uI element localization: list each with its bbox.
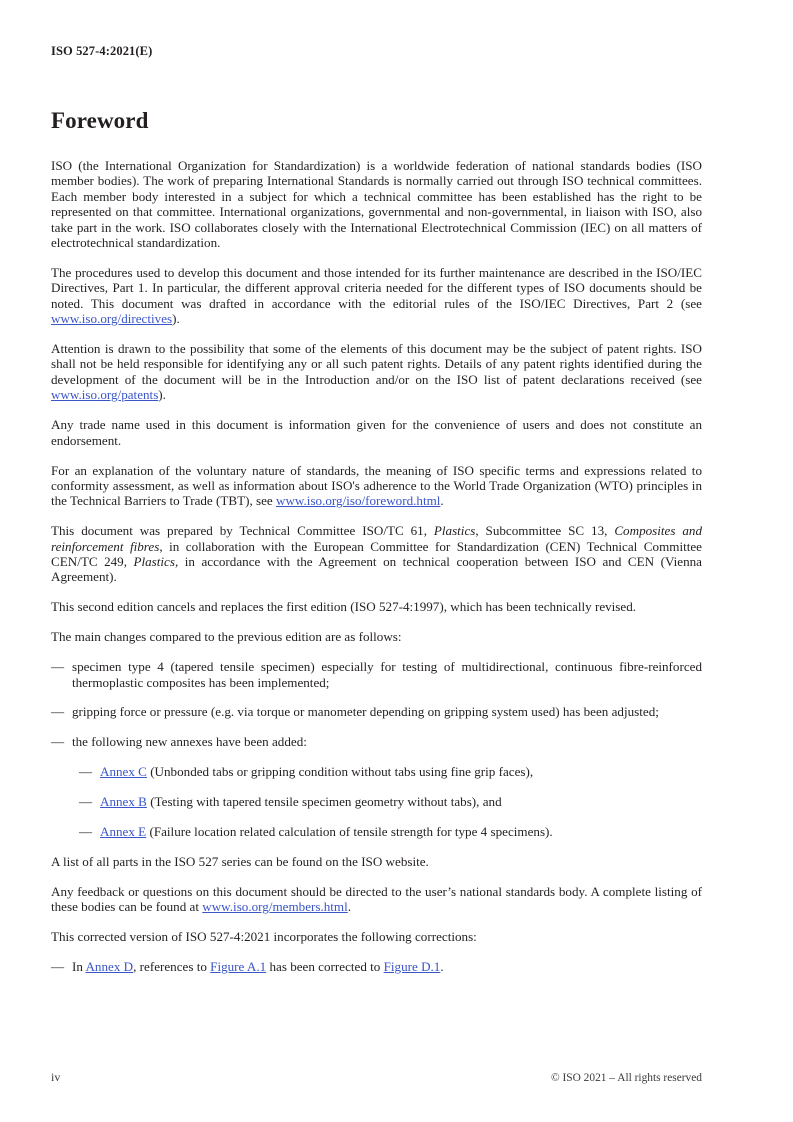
- page-content: [51, 44, 702, 975]
- paragraph-corrected-version: This corrected version of ISO 527-4:2021 incorporates the following corrections:: [51, 929, 477, 945]
- paragraph-procedures-text-a: The procedures used to develop this document and those intended for its further maintenance are described in the ISO/IEC Directives, Part 1. In particular, the different approval criteria needed for the different types of ISO documents should be noted. This document was drafted in accordance with the editorial rules of the ISO/IEC Directives, Part 2 (see: [51, 264, 702, 311]
- em-dash-icon: —: [51, 704, 65, 720]
- document-reference: ISO 527-4:2021(E): [51, 44, 153, 58]
- correction-mid-1: , references to: [133, 959, 211, 975]
- em-dash-icon: —: [79, 794, 93, 810]
- link-iso-foreword[interactable]: www.iso.org/iso/foreword.html: [276, 493, 441, 509]
- copyright-notice: © ISO 2021 – All rights reserved: [550, 1072, 702, 1084]
- paragraph-iso-intro: ISO (the International Organization for Standardization) is a worldwide federation of national standards bodies (ISO member bodies). The work of preparing International Standards is normally carried out through ISO technical committees. Each member body interested in a subject for which a technical committee has been established has the right to be represented on that committee. International organizations, governmental and non-governmental, in liaison with ISO, also take part in the work. ISO collaborates closely with the International Electrotechnical Commission (IEC) on all matters of electrotechnical standardization.: [51, 158, 702, 251]
- list-item-label: the following new annexes have been added:: [72, 734, 307, 750]
- tc-text-a: This document was prepared by Technical Committee ISO/TC 61,: [51, 523, 434, 539]
- tc-text-c: , in collaboration with the European Committee for Standardization (CEN) Technical Committee CEN/TC 249,: [51, 538, 702, 570]
- paragraph-main-changes-intro: The main changes compared to the previous edition are as follows:: [51, 629, 402, 645]
- correction-mid-2: has been corrected to: [266, 959, 384, 975]
- list-item-label: gripping force or pressure (e.g. via torque or manometer depending on gripping system used) has been adjusted;: [72, 704, 659, 720]
- em-dash-icon: —: [51, 959, 65, 975]
- link-iso-patents[interactable]: www.iso.org/patents: [51, 387, 159, 403]
- link-annex-c[interactable]: Annex C: [100, 764, 147, 780]
- paragraph-technical-committee: [51, 523, 702, 585]
- paragraph-feedback: [51, 884, 702, 915]
- em-dash-icon: —: [51, 734, 65, 750]
- link-figure-d1[interactable]: Figure D.1: [383, 959, 441, 975]
- tc-italic-plastics-2: Plastics,: [133, 554, 179, 570]
- paragraph-patent-text-a: Attention is drawn to the possibility that some of the elements of this document may be the subject of patent rights. ISO shall not be held responsible for identifying any or all such patent rights. Details of any patent rights identified during the development of the document will be in the Introduction and/or on the ISO list of patent declarations received (see: [51, 341, 702, 387]
- tc-text-b: , Subcommittee SC 13,: [475, 523, 615, 539]
- changes-list: [51, 659, 702, 839]
- list-item-correction: [51, 959, 702, 974]
- page-number: iv: [51, 1070, 61, 1084]
- link-iso-members[interactable]: www.iso.org/members.html: [202, 899, 348, 915]
- annex-c-description: (Unbonded tabs or gripping condition without tabs using fine grip faces),: [146, 764, 534, 780]
- paragraph-patent-rights: [51, 341, 702, 403]
- correction-suffix: .: [440, 959, 444, 975]
- paragraph-voluntary-text-a: For an explanation of the voluntary nature of standards, the meaning of ISO specific terms and expressions related to conformity assessment, as well as information about ISO's adherence to the World Trade Organization (WTO) principles in the Technical Barriers to Trade (TBT), see: [51, 462, 702, 509]
- link-annex-e[interactable]: Annex E: [100, 824, 147, 840]
- annex-b-description: (Testing with tapered tensile specimen geometry without tabs), and: [146, 794, 502, 810]
- list-item-label: specimen type 4 (tapered tensile specimen) especially for testing of multidirectional, continuous fibre-reinforced thermoplastic composites has been implemented;: [72, 659, 702, 690]
- page-footer: [51, 1070, 702, 1085]
- link-figure-a1[interactable]: Figure A.1: [210, 959, 267, 975]
- annex-e-description: (Failure location related calculation of tensile strength for type 4 specimens).: [146, 824, 553, 840]
- link-annex-d[interactable]: Annex D: [85, 959, 134, 975]
- paragraph-parts-list: A list of all parts in the ISO 527 series can be found on the ISO website.: [51, 854, 429, 869]
- correction-prefix: In: [72, 959, 86, 975]
- tc-italic-composites: Composites and reinforcement fibres: [51, 523, 702, 554]
- list-item: [51, 659, 702, 690]
- paragraph-second-edition: This second edition cancels and replaces the first edition (ISO 527-4:1997), which has been technically revised.: [51, 599, 637, 615]
- feedback-text-a: Any feedback or questions on this document should be directed to the user’s national standards body. A complete listing of these bodies can be found at: [51, 883, 702, 915]
- paragraph-procedures-text-b: ).: [172, 311, 180, 327]
- link-iso-directives[interactable]: www.iso.org/directives: [51, 311, 173, 327]
- link-annex-b[interactable]: Annex B: [100, 794, 147, 810]
- em-dash-icon: —: [79, 824, 93, 840]
- page-title: Foreword: [51, 108, 149, 133]
- em-dash-icon: —: [79, 764, 93, 780]
- list-item: [51, 704, 702, 719]
- list-item-annex-c: [51, 764, 702, 779]
- tc-italic-plastics-1: Plastics: [433, 523, 476, 539]
- paragraph-procedures: [51, 265, 702, 327]
- em-dash-icon: —: [51, 659, 65, 675]
- paragraph-patent-text-b: ).: [158, 387, 166, 403]
- list-item-annex-b: [51, 794, 702, 809]
- feedback-text-b: .: [347, 899, 352, 915]
- tc-text-d: in accordance with the Agreement on technical cooperation between ISO and CEN (Vienna Agreement).: [51, 554, 702, 585]
- list-item: [51, 734, 702, 749]
- paragraph-voluntary-text-b: .: [440, 493, 444, 509]
- paragraph-voluntary-nature: [51, 463, 702, 509]
- foreword-body: [51, 158, 702, 989]
- list-item-annex-e: [51, 824, 702, 839]
- paragraph-trade-name: Any trade name used in this document is information given for the convenience of users and does not constitute an endorsement.: [51, 417, 702, 448]
